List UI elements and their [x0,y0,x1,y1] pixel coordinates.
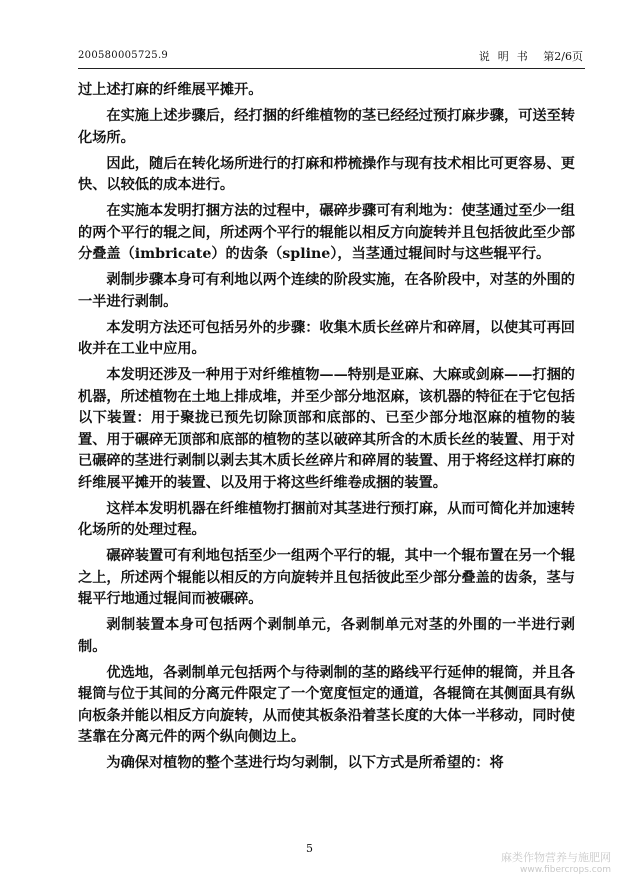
paragraph-10: 剥制装置本身可包括两个剥制单元，各剥制单元对茎的外围的一半进行剥制。 [78,617,575,655]
document-body [78,80,575,779]
paragraph-5: 剥制步骤本身可有利地以两个连续的阶段实施，在各阶段中，对茎的外围的一半进行剥制。 [78,272,575,310]
paragraph-8: 这样本发明机器在纤维植物打捆前对其茎进行预打麻，从而可简化并加速转化场所的处理过程。 [78,500,575,538]
paragraph-6: 本发明方法还可包括另外的步骤：收集木质长丝碎片和碎屑，以使其可再回收并在工业中应用。 [78,319,575,357]
document-title: 说明书 [478,50,536,63]
paragraph-11: 优选地，各剥制单元包括两个与待剥制的茎的路线平行延伸的辊筒，并且各辊筒与位于其间的分离元件限定了一个宽度恒定的通道，各辊筒在其侧面具有纵向板条并能以相反方向旋转，从而使其板条沿着茎长度的大体一半移动，同时使茎靠在分离元件的两个纵向侧边上。 [78,664,575,745]
paragraph-1: 过上述打麻的纤维展平摊开。 [78,82,263,98]
watermark-site-name: 麻类作物营养与施肥网 [501,851,611,864]
paragraph-7: 本发明还涉及一种用于对纤维植物——特别是亚麻、大麻或剑麻——打捆的机器，所述植物在土地上排成堆，并至少部分地沤麻，该机器的特征在于它包括以下装置：用于聚拢已预先切除顶部和底部的、已至少部分地沤麻的植物的装置、用于碾碎无顶部和底部的植物的茎以破碎其所含的木质长丝的装置、用于对已碾碎的茎进行剥制以剥去其木质长丝碎片和碎屑的装置、用于将经这样打麻的纤维展平摊开的装置、以及用于将这些纤维卷成捆的装置。 [78,367,575,491]
paragraph-2: 在实施上述步骤后，经打捆的纤维植物的茎已经经过预打麻步骤，可送至转化场所。 [78,108,575,146]
page-header [0,0,619,72]
page-label: 第2/6页 [543,50,583,63]
paragraph-3: 因此，随后在转化场所进行的打麻和栉梳操作与现有技术相比可更容易、更快、以较低的成本进行。 [78,155,575,193]
site-watermark [501,851,611,877]
header-divider [78,68,585,69]
document-number: 200580005725.9 [78,50,169,61]
watermark-url: www.fibercrops.com [520,865,611,875]
header-right [479,48,583,64]
page-number: 5 [306,842,313,855]
paragraph-9: 碾碎装置可有利地包括至少一组两个平行的辊，其中一个辊布置在另一个辊之上，所述两个辊能以相反的方向旋转并且包括彼此至少部分叠盖的齿条，茎与辊平行地通过辊间而被碾碎。 [78,548,575,607]
paragraph-4: 在实施本发明打捆方法的过程中，碾碎步骤可有利地为：使茎通过至少一组的两个平行的辊之间，所述两个平行的辊能以相反方向旋转并且包括彼此至少部分叠盖（imbricate）的齿条（spline），当茎通过辊间时与这些辊平行。 [78,203,575,262]
paragraph-12: 为确保对植物的整个茎进行均匀剥制，以下方式是所希望的：将 [106,755,504,771]
